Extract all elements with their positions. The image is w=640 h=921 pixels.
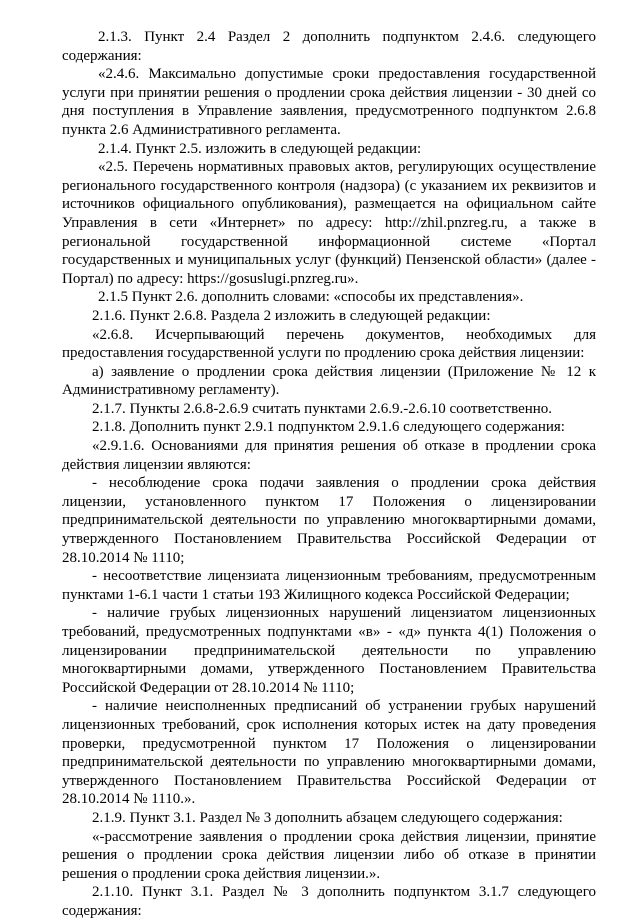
paragraph-2-6-8: «2.6.8. Исчерпывающий перечень документов, необходимых для предоставления государственной услуги по продлению срока действия лицензии: (62, 326, 596, 362)
paragraph-2-1-10: 2.1.10. Пункт 3.1. Раздел № 3 дополнить подпунктом 3.1.7 следующего содержания: (62, 884, 596, 919)
paragraph-review: «-рассмотрение заявления о продлении срока действия лицензии, принятие решения о продлении срока действия лицензии либо об отказе в принятии решения о продлении срока действия лицензии.». (62, 828, 596, 882)
paragraph-2-1-8: 2.1.8. Дополнить пункт 2.9.1 подпунктом 2.9.1.6 следующего содержания: (92, 419, 565, 436)
paragraph-2-1-9: 2.1.9. Пункт 3.1. Раздел № 3 дополнить абзацем следующего содержания: (92, 809, 563, 826)
paragraph-2-1-7: 2.1.7. Пункты 2.6.8-2.6.9 считать пунктами 2.6.9.-2.6.10 соответственно. (92, 400, 553, 417)
paragraph-2-1-4: 2.1.4. Пункт 2.5. изложить в следующей редакции: (98, 140, 422, 157)
paragraph-2-1-5: 2.1.5 Пункт 2.6. дополнить словами: «способы их представления». (98, 289, 524, 306)
paragraph-bullet-1: - несоблюдение срока подачи заявления о продлении срока действия лицензии, установленного пунктом 17 Положения о лицензировании предпринимательской деятельности по управлению многоквартирными домами, утвержденного Постановлением Правительства Российской Федерации от 28.10.2014 № 1110; (62, 475, 596, 566)
paragraph-2-1-6: 2.1.6. Пункт 2.6.8. Раздела 2 изложить в следующей редакции: (92, 307, 491, 324)
paragraph-2-4-6: «2.4.6. Максимально допустимые сроки предоставления государственной услуги при принятии решения о продлении срока действия лицензии - 30 дней со дня поступления в Управление заявления, предусмотренного подпунктом 2.6.8 пункта 2.6 Административного регламента. (62, 66, 596, 138)
document-page (62, 28, 596, 921)
paragraph-2-9-1-6: «2.9.1.6. Основаниями для принятия решения об отказе в продлении срока действия лицензии являются: (62, 438, 596, 473)
paragraph-bullet-3: - наличие грубых лицензионных нарушений лицензиатом лицензионных требований, предусмотренных подпунктами «в» - «д» пункта 4(1) Положения о лицензировании предпринимательской деятельности по управлению многоквартирными домами, утвержденного Постановлением Правительства Российской Федерации от 28.10.2014 № 1110; (62, 605, 596, 696)
paragraph-item-a: а) заявление о продлении срока действия лицензии (Приложение № 12 к Административному регламенту). (62, 363, 596, 399)
paragraph-bullet-4: - наличие неисполненных предписаний об устранении грубых нарушений лицензионных требований, срок исполнения которых истек на дату проведения проверки, предусмотренной пунктом 17 Положения о лицензировании предпринимательской деятельности по управлению многоквартирными домами, утвержденного Постановлением Правительства Российской Федерации от 28.10.2014 № 1110.». (62, 698, 596, 808)
paragraph-2-5: «2.5. Перечень нормативных правовых актов, регулирующих осуществление регионального государственного контроля (надзора) (с указанием их реквизитов и источников официального опубликования), размещается на официальном сайте Управления в сети «Интернет» по адресу: http://zhil.pnzreg.ru, а также в региональной государственной информационной системе «Портал государственных и муниципальных услуг (функций) Пензенской области» (далее - Портал) по адресу: https://gosuslugi.pnzreg.ru». (62, 159, 596, 287)
paragraph-2-1-3: 2.1.3. Пункт 2.4 Раздел 2 дополнить подпунктом 2.4.6. следующего содержания: (62, 29, 596, 64)
paragraph-bullet-2: - несоответствие лицензиата лицензионным требованиям, предусмотренным пунктами 1-6.1 части 1 статьи 193 Жилищного кодекса Российской Федерации; (62, 568, 596, 603)
